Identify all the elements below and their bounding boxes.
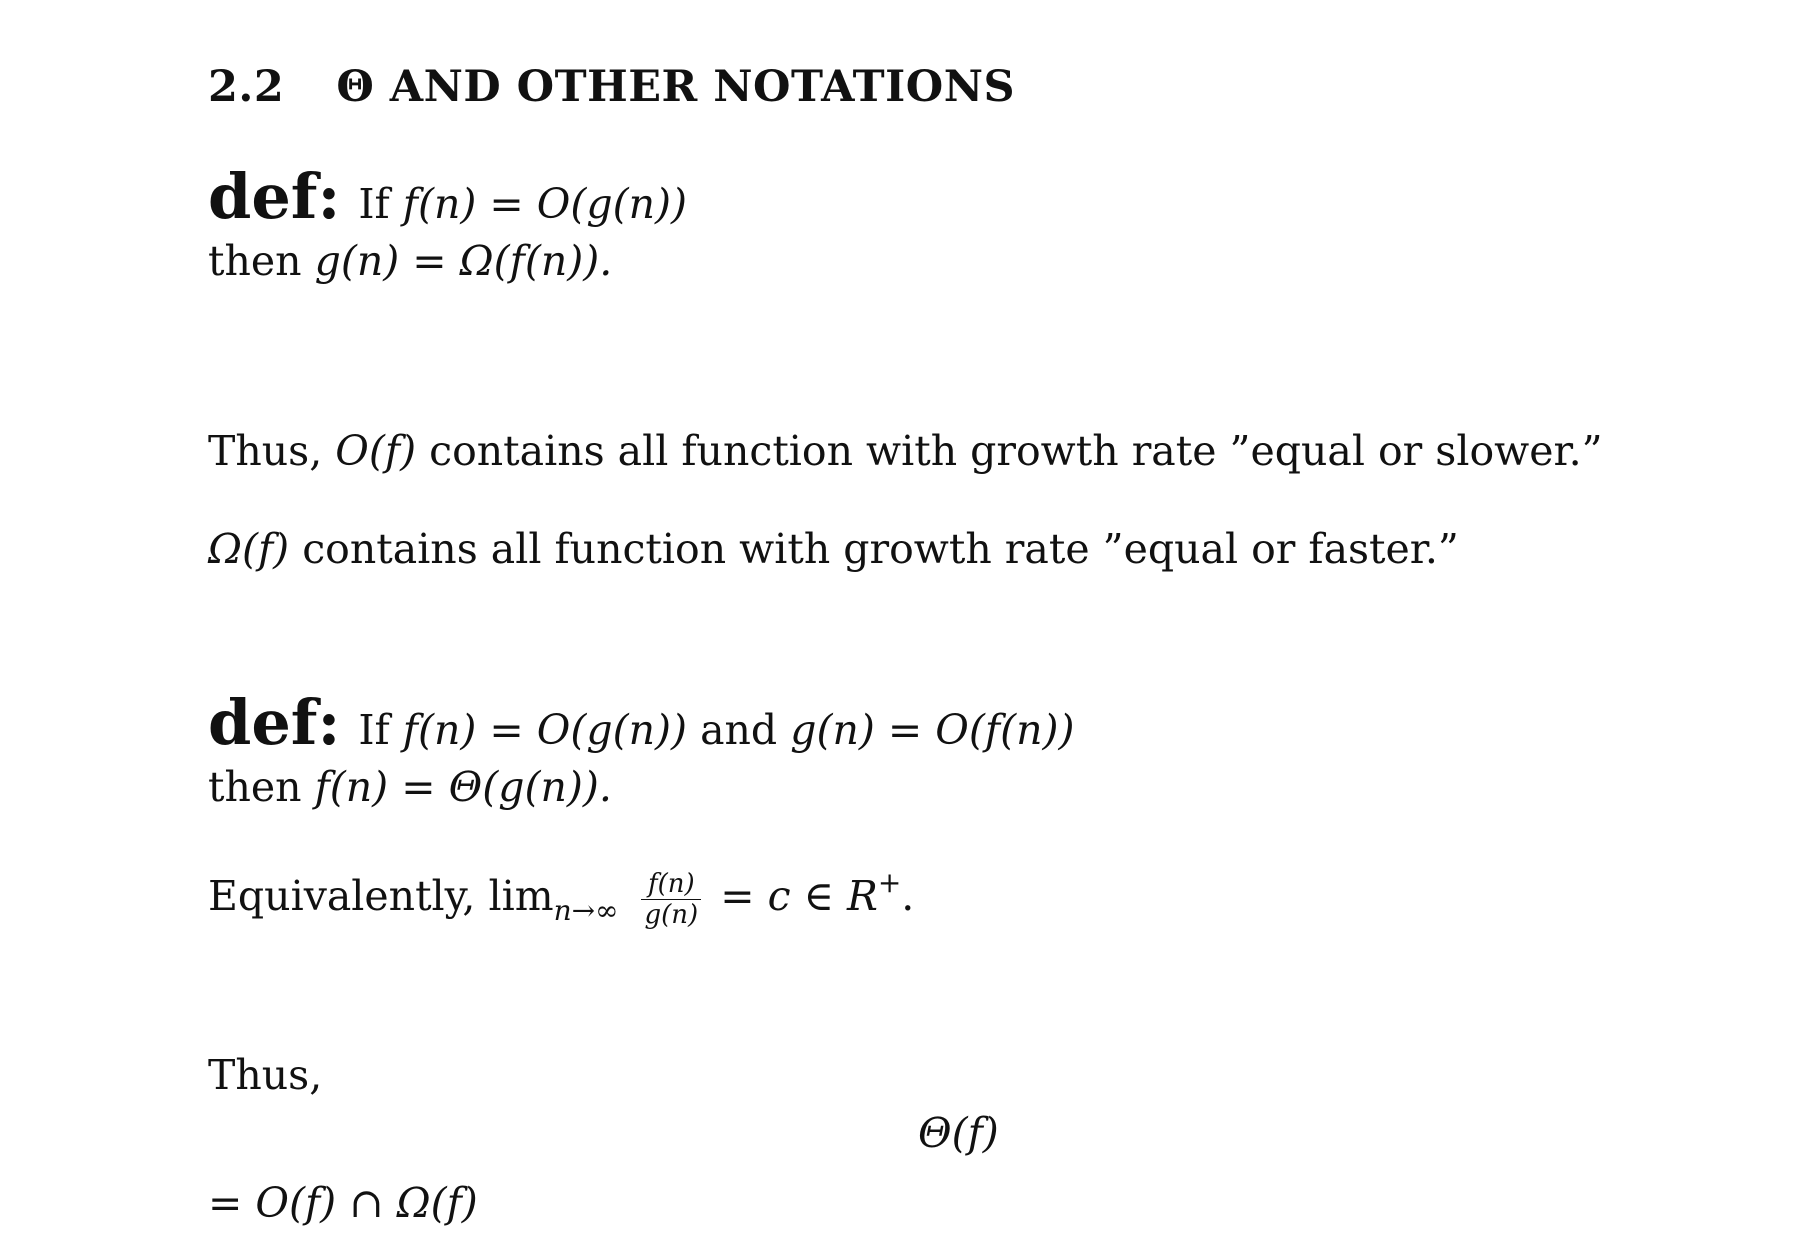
def-text: then (208, 237, 302, 285)
def-label: def: (208, 160, 341, 233)
fraction-numerator: f(n) (641, 869, 701, 900)
def-text-and: and (700, 706, 778, 754)
positive-superscript: + (877, 866, 902, 899)
thus-label (208, 1046, 322, 1104)
limit-result: = c ∈ R (720, 872, 878, 920)
theta-intersection (208, 1174, 478, 1232)
def-math: g(n) = Ω(f(n)). (314, 237, 613, 285)
definition-1-line-2 (208, 232, 612, 290)
def-text: then (208, 763, 302, 811)
definition-2-line-2 (208, 758, 612, 816)
ratio-fraction (641, 869, 701, 930)
sentence-period: . (901, 872, 915, 920)
paragraph-prefix: Thus, (208, 427, 323, 475)
section-number: 2.2 (208, 62, 285, 112)
def-math: g(n) = O(f(n)) (790, 706, 1075, 754)
equivalence-prefix: Equivalently, (208, 872, 476, 920)
theta-set (918, 1104, 999, 1162)
def-math: f(n) = O(g(n)) (402, 180, 688, 228)
paragraph-big-omega (208, 520, 1459, 578)
def-text: If (358, 180, 390, 228)
def-math: f(n) = O(g(n)) (402, 706, 688, 754)
section-heading (208, 62, 1015, 112)
theta-math: Θ(f) (918, 1109, 999, 1157)
paragraph-text: contains all function with growth rate ”equal or faster.” (302, 525, 1459, 573)
definition-1-line-1 (208, 160, 688, 233)
definition-2-line-1 (208, 686, 1075, 759)
section-title: Θ AND OTHER NOTATIONS (336, 62, 1016, 112)
paragraph-math: Ω(f) (208, 525, 290, 573)
def-text: If (358, 706, 390, 754)
limit-operator: lim (488, 872, 554, 920)
paragraph-big-o (208, 422, 1603, 480)
limit-subscript: n→∞ (553, 894, 619, 927)
def-label: def: (208, 686, 341, 759)
thus-prefix: Thus, (208, 1051, 323, 1099)
intersection-math: = O(f) ∩ Ω(f) (208, 1179, 478, 1227)
equivalence-statement (208, 854, 914, 940)
def-math: f(n) = Θ(g(n)). (314, 763, 612, 811)
paragraph-math: O(f) (335, 427, 417, 475)
paragraph-text: contains all function with growth rate ”equal or slower.” (429, 427, 1603, 475)
fraction-denominator: g(n) (644, 900, 699, 930)
